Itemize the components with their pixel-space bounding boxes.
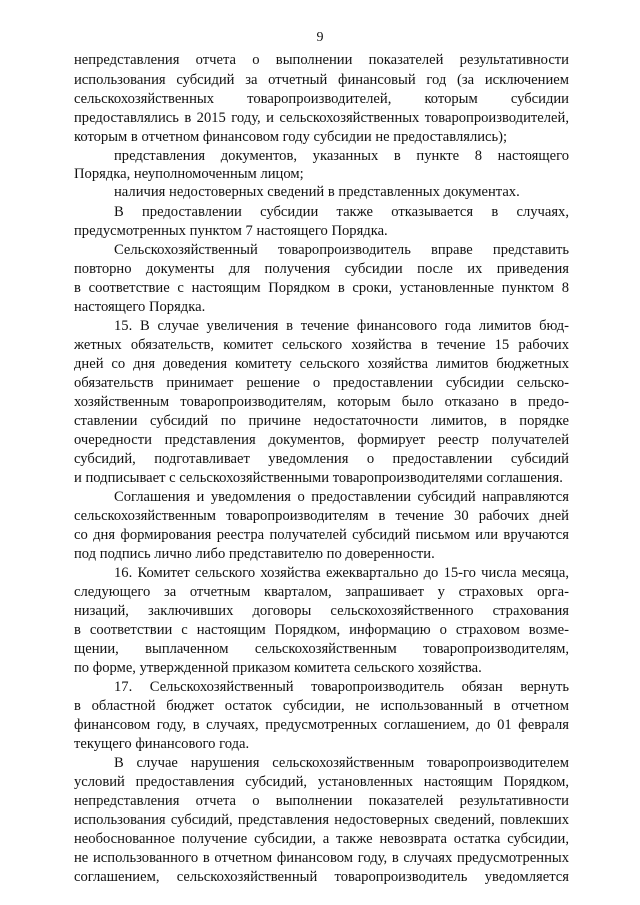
text-line: предоставлялись в 2015 году, и сельскохозяйственных товаропроизводителей,	[74, 110, 569, 126]
text-line: по форме, утвержденной приказом комитета сельского хозяйства.	[74, 660, 482, 676]
text-line: 17. Сельскохозяйственный товаропроизводитель обязан вернуть	[114, 679, 569, 695]
text-line: обязательств принимает решение о предоставлении субсидии сельско-	[74, 375, 569, 391]
text-line: условий предоставления субсидий, установленных настоящим Порядком,	[74, 774, 569, 790]
text-line: хозяйственным товаропроизводителям, которым было отказано в предо-	[74, 394, 569, 410]
text-line: в соответствии с настоящим Порядком, информацию о страховом возме-	[74, 622, 569, 638]
text-line: щении, выплаченном сельскохозяйственным товаропроизводителям,	[74, 641, 569, 657]
text-line: наличия недостоверных сведений в представленных документах.	[114, 184, 520, 200]
text-line: текущего финансового года.	[74, 736, 250, 752]
text-line: Порядка, неуполномоченным лицом;	[74, 166, 304, 182]
text-line: соглашением, сельскохозяйственный товаропроизводитель уведомляется	[74, 869, 569, 885]
text-line: в областной бюджет остаток субсидии, не использованный в отчетном	[74, 698, 569, 714]
text-line: 15. В случае увеличения в течение финансового года лимитов бюд-	[114, 318, 569, 334]
text-line: предусмотренных пунктом 7 настоящего Порядка.	[74, 223, 388, 239]
text-line: ставлении субсидий по причине недостаточности лимитов, в порядке	[74, 413, 569, 429]
text-line: очередности представления документов, формирует реестр получателей	[74, 432, 569, 448]
text-line: повторно документы для получения субсидии после их приведения	[74, 261, 569, 277]
text-line: использования субсидий за отчетный финансовый год (за исключением	[74, 72, 569, 88]
text-line: финансовом году, в случаях, предусмотренных соглашением, до 01 февраля	[74, 717, 569, 733]
text-line: низаций, заключивших договоры сельскохозяйственного страхования	[74, 603, 569, 619]
text-line: следующего за отчетным кварталом, запрашивает у страховых орга-	[74, 584, 569, 600]
text-line: Соглашения и уведомления о предоставлении субсидий направляются	[114, 489, 569, 505]
text-line: В случае нарушения сельскохозяйственным товаропроизводителем	[114, 755, 569, 771]
page-number: 9	[316, 30, 324, 45]
text-line: сельскохозяйственных товаропроизводителей, которым субсидии	[74, 91, 569, 107]
text-line: которым в отчетном финансовом году субсидии не предоставлялись);	[74, 129, 508, 145]
text-line: представления документов, указанных в пункте 8 настоящего	[114, 148, 569, 164]
text-line: сельскохозяйственным товаропроизводителям в течение 30 рабочих дней	[74, 508, 569, 524]
text-line: в соответствие с настоящим Порядком в сроки, установленные пунктом 8	[74, 280, 569, 296]
text-line: необоснованное получение субсидии, а также невозврата остатка субсидии,	[74, 831, 569, 847]
text-line: не использованного в отчетном финансовом году, в случаях предусмотренных	[74, 850, 569, 866]
text-line: непредставления отчета о выполнении показателей результативности	[74, 52, 569, 68]
text-line: и подписывает с сельскохозяйственными товаропроизводителями соглашения.	[74, 470, 563, 486]
text-line: 16. Комитет сельского хозяйства ежеквартально до 15-го числа месяца,	[114, 565, 569, 581]
text-line: дней со дня доведения комитету сельского хозяйства лимитов бюджетных	[74, 356, 569, 372]
text-line: жетных обязательств, комитет сельского хозяйства в течение 15 рабочих	[74, 337, 569, 353]
text-line: под подпись лично либо представителю по доверенности.	[74, 546, 435, 562]
text-line: настоящего Порядка.	[74, 299, 206, 315]
text-line: непредставления отчета о выполнении показателей результативности	[74, 793, 569, 809]
text-line: использования субсидий, представления недостоверных сведений, повлекших	[74, 812, 569, 828]
text-line: Сельскохозяйственный товаропроизводитель вправе представить	[114, 242, 569, 258]
text-line: со дня формирования реестра получателей субсидий письмом или вручаются	[74, 527, 569, 543]
text-line: В предоставлении субсидии также отказывается в случаях,	[114, 204, 569, 220]
text-line: субсидий, подготавливает уведомления о предоставлении субсидий	[74, 451, 569, 467]
